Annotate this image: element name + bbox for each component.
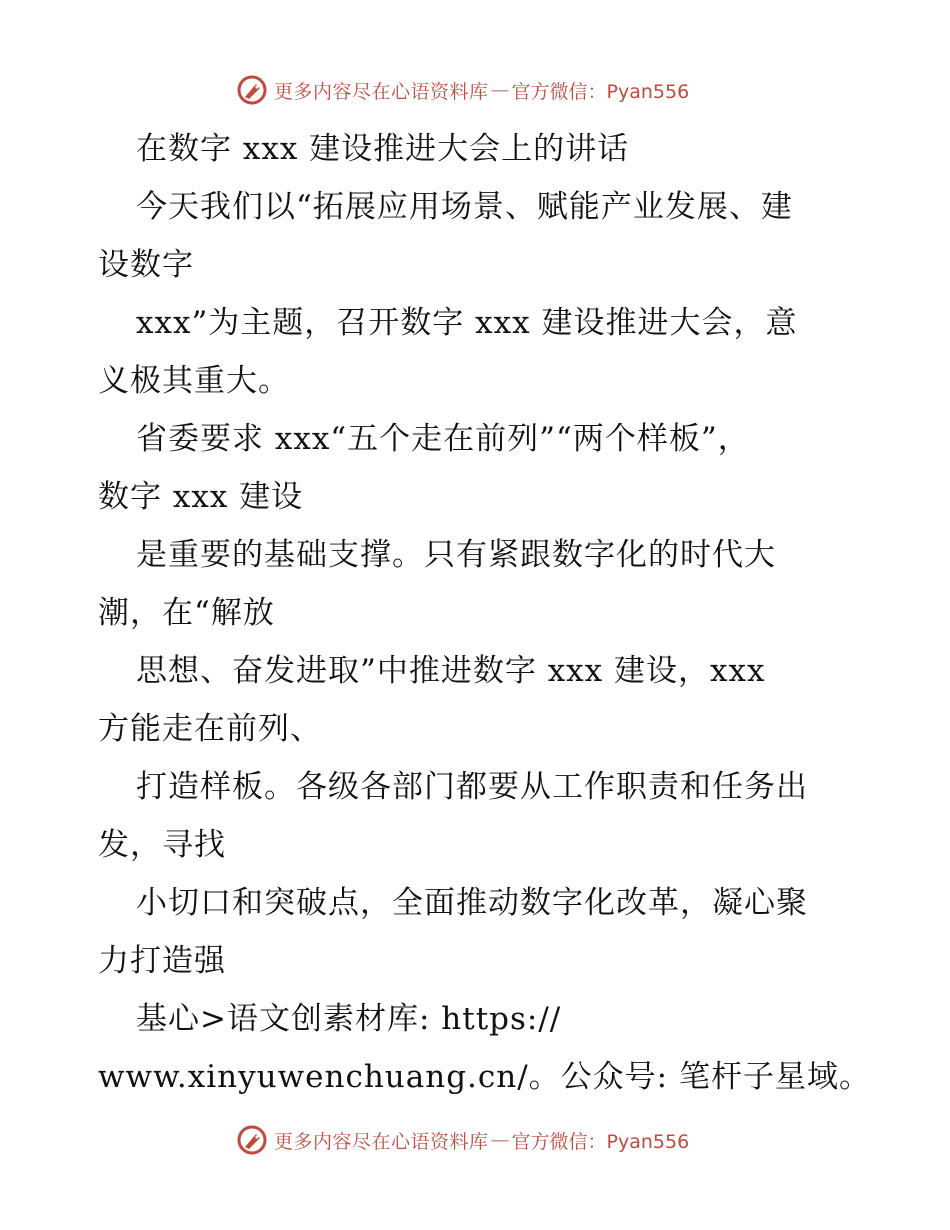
paragraph-line: 发，寻找 xyxy=(98,827,226,863)
paragraph-line: 是重要的基础支撑。只有紧跟数字化的时代大 xyxy=(136,537,776,573)
paragraph-line: 小切口和突破点，全面推动数字化改革，凝心聚 xyxy=(136,885,808,921)
paragraph-line: www.xinyuwenchuang.cn/。公众号: 笔杆子星域。 xyxy=(98,1059,871,1095)
paragraph-line: 基心>语文创素材库: https:// xyxy=(136,1001,562,1037)
watermark-wechat: 官方微信：Pyan556 xyxy=(511,1130,690,1153)
paragraph-line: 省委要求 xxx“五个走在前列”“两个样板”， xyxy=(136,421,750,457)
footer-watermark xyxy=(236,1123,689,1157)
paragraph-line: 义极其重大。 xyxy=(98,363,290,399)
watermark-dash: — xyxy=(490,79,510,101)
paragraph-line: xxx”为主题，召开数字 xxx 建设推进大会，意 xyxy=(136,305,798,341)
watermark-text: 更多内容尽在心语资料库 xyxy=(274,1130,489,1153)
paragraph-line: 力打造强 xyxy=(98,943,226,979)
watermark-text: 更多内容尽在心语资料库 xyxy=(274,80,489,103)
paragraph-line: 设数字 xyxy=(98,247,194,283)
paragraph-line: 今天我们以“拓展应用场景、赋能产业发展、建 xyxy=(136,189,793,225)
paragraph-line: 潮，在“解放 xyxy=(98,595,275,631)
paragraph-line: 数字 xxx 建设 xyxy=(98,479,304,515)
watermark-dash: — xyxy=(490,1129,510,1151)
paragraph-line: 打造样板。各级各部门都要从工作职责和任务出 xyxy=(136,769,808,805)
document-body xyxy=(98,120,871,1106)
pen-nib-circle-icon xyxy=(236,74,268,106)
paragraph-line: 思想、奋发进取”中推进数字 xxx 建设，xxx xyxy=(136,653,766,689)
header-watermark xyxy=(236,73,689,107)
paragraph-line: 方能走在前列、 xyxy=(98,711,322,747)
document-title: 在数字 xxx 建设推进大会上的讲话 xyxy=(136,131,630,167)
pen-nib-circle-icon xyxy=(236,1124,268,1156)
watermark-wechat: 官方微信：Pyan556 xyxy=(511,80,690,103)
